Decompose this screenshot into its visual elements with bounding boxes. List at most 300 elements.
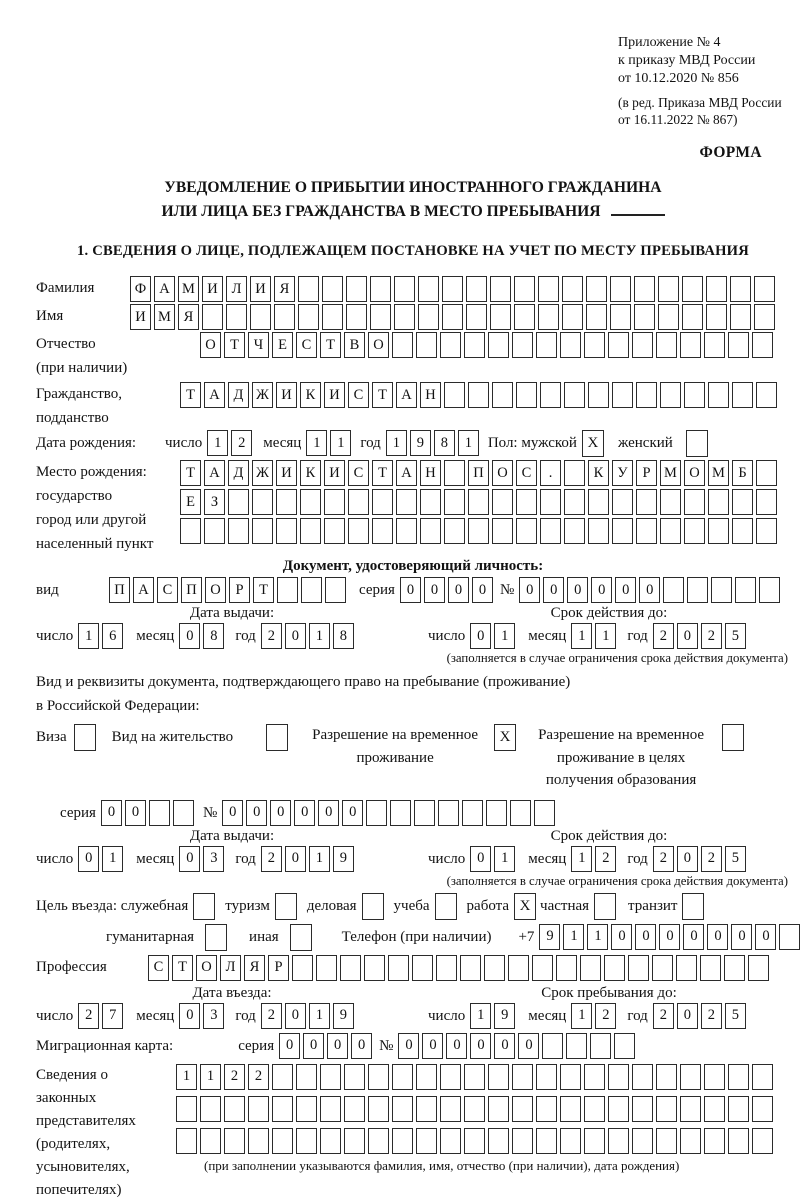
char-box: 0	[635, 924, 656, 950]
char-box	[346, 304, 367, 330]
residence-permit-label: Вид на жительство	[111, 729, 234, 746]
char-box	[704, 1128, 725, 1154]
char-box: 0	[78, 846, 99, 872]
char-box	[301, 577, 322, 603]
month-label: месяц	[528, 628, 567, 645]
char-box	[272, 1128, 293, 1154]
valid-day-boxes	[470, 623, 518, 649]
purpose-other-checkbox	[290, 924, 312, 951]
char-box: 0	[398, 1033, 419, 1059]
char-box: О	[205, 577, 226, 603]
char-box	[584, 332, 605, 358]
char-box	[464, 1096, 485, 1122]
char-box	[316, 955, 337, 981]
char-box	[608, 1128, 629, 1154]
char-box	[440, 1096, 461, 1122]
char-box: 1	[571, 846, 592, 872]
char-box: 2	[78, 1003, 99, 1029]
legal-representatives-boxes-row1	[176, 1064, 776, 1090]
char-box: 9	[410, 430, 431, 456]
char-box	[656, 1064, 677, 1090]
char-box	[464, 1064, 485, 1090]
char-box	[468, 489, 489, 515]
char-box: 5	[725, 846, 746, 872]
char-box: Р	[229, 577, 250, 603]
char-box	[512, 1128, 533, 1154]
char-box	[540, 489, 561, 515]
char-box	[248, 1128, 269, 1154]
char-box	[368, 1096, 389, 1122]
char-box	[610, 304, 631, 330]
char-box	[728, 1096, 749, 1122]
citizenship-label: Гражданство, подданство	[36, 386, 123, 427]
char-box: 0	[518, 1033, 539, 1059]
issue-year-boxes	[261, 623, 357, 649]
char-box: О	[684, 460, 705, 486]
month-label: месяц	[263, 435, 302, 452]
char-box: 1	[458, 430, 479, 456]
year-label: год	[235, 850, 256, 867]
month-label: месяц	[136, 850, 175, 867]
char-box: 0	[294, 800, 315, 826]
char-box	[368, 1128, 389, 1154]
char-box	[730, 304, 751, 330]
char-box	[636, 382, 657, 408]
char-box	[728, 332, 749, 358]
char-box	[562, 276, 583, 302]
char-box	[488, 1128, 509, 1154]
char-box: 0	[683, 924, 704, 950]
char-box	[346, 276, 367, 302]
char-box: 0	[677, 623, 698, 649]
char-box: О	[200, 332, 221, 358]
sex-label: Пол: мужской	[487, 435, 577, 452]
char-box	[510, 800, 531, 826]
char-box	[324, 489, 345, 515]
char-box	[684, 489, 705, 515]
char-box: 0	[615, 577, 636, 603]
valid-until-label: Срок действия до:	[550, 827, 668, 844]
entry-month-boxes	[179, 1003, 227, 1029]
char-box: 1	[386, 430, 407, 456]
field-purpose-extra-phone	[36, 924, 790, 951]
char-box: 0	[707, 924, 728, 950]
char-box	[320, 1064, 341, 1090]
char-box	[584, 1064, 605, 1090]
validity-note: (заполняется в случае ограничения срока действия документа)	[446, 651, 788, 666]
char-box: 0	[470, 1033, 491, 1059]
char-box	[440, 332, 461, 358]
char-box	[608, 332, 629, 358]
char-box: 2	[261, 1003, 282, 1029]
char-box: К	[300, 382, 321, 408]
char-box: 1	[309, 1003, 330, 1029]
temp-residence-checkbox: X	[494, 724, 516, 751]
year-label: год	[627, 628, 648, 645]
char-box: А	[133, 577, 154, 603]
char-box	[735, 577, 756, 603]
char-box	[368, 1064, 389, 1090]
char-box	[438, 800, 459, 826]
purpose-other-label: иная	[249, 928, 279, 945]
char-box	[462, 800, 483, 826]
char-box	[538, 276, 559, 302]
char-box	[200, 1096, 221, 1122]
char-box	[586, 276, 607, 302]
char-box	[676, 955, 697, 981]
char-box	[372, 518, 393, 544]
char-box: 5	[725, 623, 746, 649]
char-box	[276, 489, 297, 515]
char-box	[684, 382, 705, 408]
char-box	[588, 518, 609, 544]
char-box	[300, 489, 321, 515]
char-box: Е	[272, 332, 293, 358]
char-box	[490, 276, 511, 302]
temp-residence-edu-label: Разрешение на временное проживание в целях получения образования	[538, 727, 705, 789]
char-box: Я	[178, 304, 199, 330]
char-box: Я	[274, 276, 295, 302]
purpose-private-label: частная	[540, 897, 590, 914]
char-box: 8	[203, 623, 224, 649]
char-box: К	[300, 460, 321, 486]
char-box: 0	[270, 800, 291, 826]
female-label: женский	[617, 435, 673, 452]
char-box: 1	[571, 623, 592, 649]
char-box	[224, 1128, 245, 1154]
char-box	[756, 382, 777, 408]
female-checkbox	[686, 430, 708, 457]
char-box: 1	[494, 623, 515, 649]
char-box: 8	[333, 623, 354, 649]
purpose-work-label: работа	[466, 897, 510, 914]
char-box	[298, 276, 319, 302]
year-label: год	[235, 1007, 256, 1024]
char-box	[562, 304, 583, 330]
char-box	[752, 1096, 773, 1122]
char-box	[204, 518, 225, 544]
char-box	[344, 1128, 365, 1154]
char-box	[464, 1128, 485, 1154]
char-box	[704, 1064, 725, 1090]
char-box: А	[204, 460, 225, 486]
char-box	[759, 577, 780, 603]
day-label: число	[36, 1007, 74, 1024]
purpose-humanitarian-label: гуманитарная	[106, 928, 195, 945]
char-box: 1	[309, 623, 330, 649]
char-box	[325, 577, 346, 603]
phone-prefix: +7	[518, 928, 535, 945]
char-box: Я	[244, 955, 265, 981]
char-box	[536, 1096, 557, 1122]
residence-issue-day-boxes	[78, 846, 126, 872]
char-box: М	[154, 304, 175, 330]
char-box: Ж	[252, 460, 273, 486]
char-box	[440, 1064, 461, 1090]
char-box	[492, 518, 513, 544]
char-box: Л	[220, 955, 241, 981]
char-box	[412, 955, 433, 981]
char-box	[536, 332, 557, 358]
visa-checkbox	[74, 724, 96, 751]
char-box	[708, 489, 729, 515]
char-box	[706, 276, 727, 302]
char-box	[484, 955, 505, 981]
char-box: Т	[372, 460, 393, 486]
char-box	[344, 1064, 365, 1090]
birth-date-label: Дата рождения:	[36, 435, 137, 452]
char-box	[442, 276, 463, 302]
char-box	[590, 1033, 611, 1059]
residence-issue-month-boxes	[179, 846, 227, 872]
char-box: 0	[470, 846, 491, 872]
char-box	[228, 489, 249, 515]
char-box	[564, 382, 585, 408]
char-box: 0	[731, 924, 752, 950]
char-box	[366, 800, 387, 826]
char-box	[340, 955, 361, 981]
char-box	[176, 1096, 197, 1122]
char-box	[682, 304, 703, 330]
char-box: 0	[179, 623, 200, 649]
citizenship-boxes	[180, 382, 780, 408]
char-box	[466, 304, 487, 330]
char-box	[634, 276, 655, 302]
char-box	[656, 1128, 677, 1154]
char-box	[418, 276, 439, 302]
char-box: 0	[422, 1033, 443, 1059]
char-box: Т	[224, 332, 245, 358]
char-box	[322, 276, 343, 302]
year-label: год	[627, 850, 648, 867]
char-box: Н	[420, 382, 441, 408]
char-box	[536, 1064, 557, 1090]
char-box: Р	[268, 955, 289, 981]
char-box: 0	[543, 577, 564, 603]
char-box	[508, 955, 529, 981]
form-title-line2: ИЛИ ЛИЦА БЕЗ ГРАЖДАНСТВА В МЕСТО ПРЕБЫВАНИЯ	[36, 200, 790, 223]
char-box: Ф	[130, 276, 151, 302]
purpose-tourism-checkbox	[275, 893, 297, 920]
char-box: А	[396, 460, 417, 486]
form-title-line1: УВЕДОМЛЕНИЕ О ПРИБЫТИИ ИНОСТРАННОГО ГРАЖДАНИНА	[164, 179, 662, 197]
char-box: .	[540, 460, 561, 486]
char-box: 2	[595, 846, 616, 872]
char-box: 0	[639, 577, 660, 603]
char-box: 2	[653, 623, 674, 649]
revision-line: от 16.11.2022 № 867)	[618, 111, 738, 127]
char-box	[492, 382, 513, 408]
char-box	[320, 1096, 341, 1122]
char-box: 8	[434, 430, 455, 456]
char-box: 3	[203, 846, 224, 872]
appendix-line: от 10.12.2020 № 856	[618, 71, 739, 87]
char-box: 2	[653, 846, 674, 872]
char-box	[656, 1096, 677, 1122]
char-box: 0	[494, 1033, 515, 1059]
char-box	[732, 518, 753, 544]
char-box	[348, 518, 369, 544]
field-patronymic	[36, 332, 790, 380]
char-box	[516, 382, 537, 408]
char-box	[516, 518, 537, 544]
char-box	[512, 332, 533, 358]
char-box: 2	[701, 623, 722, 649]
male-checkbox: X	[582, 430, 604, 457]
field-profession	[36, 955, 790, 981]
char-box	[660, 518, 681, 544]
char-box: 0	[591, 577, 612, 603]
char-box: М	[708, 460, 729, 486]
char-box: 9	[333, 1003, 354, 1029]
char-box	[224, 1096, 245, 1122]
char-box	[300, 518, 321, 544]
patronymic-label-note: (при наличии)	[36, 360, 128, 377]
day-label: число	[36, 850, 74, 867]
char-box	[490, 304, 511, 330]
appendix-line: Приложение № 4	[618, 35, 721, 50]
char-box: 2	[261, 623, 282, 649]
series-label: серия	[60, 804, 96, 821]
char-box	[658, 304, 679, 330]
char-box	[444, 489, 465, 515]
month-label: месяц	[528, 850, 567, 867]
char-box: 1	[470, 1003, 491, 1029]
title-blank-underline	[611, 200, 665, 216]
valid-year-boxes	[653, 623, 749, 649]
residence-number-boxes	[222, 800, 558, 826]
char-box	[584, 1096, 605, 1122]
legal-representatives-label: Сведения о законных представителях (родителях, усыновителях, попечителях)	[36, 1066, 136, 1198]
char-box: 9	[333, 846, 354, 872]
char-box: П	[109, 577, 130, 603]
phone-boxes	[539, 924, 803, 950]
char-box	[488, 1064, 509, 1090]
char-box	[580, 955, 601, 981]
char-box	[252, 489, 273, 515]
char-box: Т	[180, 382, 201, 408]
char-box: 1	[563, 924, 584, 950]
char-box	[540, 382, 561, 408]
residence-issue-year-boxes	[261, 846, 357, 872]
char-box	[296, 1064, 317, 1090]
form-title	[36, 176, 790, 223]
char-box	[538, 304, 559, 330]
char-box	[250, 304, 271, 330]
migration-number-boxes	[398, 1033, 638, 1059]
char-box	[663, 577, 684, 603]
char-box	[756, 460, 777, 486]
char-box: И	[202, 276, 223, 302]
char-box	[444, 460, 465, 486]
char-box	[564, 518, 585, 544]
char-box	[364, 955, 385, 981]
char-box	[396, 489, 417, 515]
identity-doc-dates	[36, 605, 790, 666]
char-box: 0	[755, 924, 776, 950]
char-box	[704, 332, 725, 358]
legal-representatives-note: (при заполнении указываются фамилия, имя, отчество (при наличии), дата рождения)	[204, 1157, 680, 1173]
year-label: год	[627, 1007, 648, 1024]
residence-valid-month-boxes	[571, 846, 619, 872]
char-box: 7	[102, 1003, 123, 1029]
char-box	[416, 1064, 437, 1090]
field-surname	[36, 276, 790, 302]
char-box	[652, 955, 673, 981]
purpose-transit-checkbox	[682, 893, 704, 920]
birth-year-boxes	[386, 430, 482, 456]
char-box	[292, 955, 313, 981]
char-box	[344, 1096, 365, 1122]
entry-date-label: Дата въезда:	[192, 984, 272, 1001]
char-box	[632, 332, 653, 358]
char-box	[634, 304, 655, 330]
char-box	[706, 304, 727, 330]
identity-doc-heading: Документ, удостоверяющий личность:	[282, 558, 544, 575]
profession-label: Профессия	[36, 958, 107, 975]
char-box: Т	[320, 332, 341, 358]
purpose-study-checkbox	[435, 893, 457, 920]
char-box	[516, 489, 537, 515]
year-label: год	[235, 628, 256, 645]
char-box: И	[276, 382, 297, 408]
char-box	[514, 304, 535, 330]
char-box: 2	[224, 1064, 245, 1090]
char-box	[680, 1096, 701, 1122]
given-name-boxes	[130, 304, 778, 330]
stay-year-boxes	[653, 1003, 749, 1029]
char-box: 0	[285, 1003, 306, 1029]
char-box	[564, 489, 585, 515]
char-box: 2	[701, 846, 722, 872]
char-box	[488, 1096, 509, 1122]
char-box: 0	[125, 800, 146, 826]
doc-number-boxes	[519, 577, 783, 603]
day-label: число	[428, 850, 466, 867]
char-box: 1	[200, 1064, 221, 1090]
char-box: 2	[261, 846, 282, 872]
char-box	[540, 518, 561, 544]
char-box	[466, 276, 487, 302]
residence-permit-checkbox	[266, 724, 288, 751]
surname-label: Фамилия	[36, 280, 95, 297]
char-box	[724, 955, 745, 981]
year-label: год	[360, 435, 381, 452]
residence-valid-year-boxes	[653, 846, 749, 872]
char-box	[700, 955, 721, 981]
char-box	[680, 1064, 701, 1090]
char-box: Л	[226, 276, 247, 302]
char-box	[564, 460, 585, 486]
char-box	[610, 276, 631, 302]
char-box	[536, 1128, 557, 1154]
char-box	[682, 276, 703, 302]
char-box	[687, 577, 708, 603]
char-box: С	[148, 955, 169, 981]
char-box: 1	[494, 846, 515, 872]
char-box	[277, 577, 298, 603]
series-label: серия	[238, 1037, 275, 1054]
char-box	[396, 518, 417, 544]
char-box	[176, 1128, 197, 1154]
char-box: П	[468, 460, 489, 486]
char-box	[614, 1033, 635, 1059]
char-box	[460, 955, 481, 981]
char-box	[608, 1096, 629, 1122]
char-box: 1	[595, 623, 616, 649]
legal-representatives-boxes-row3	[176, 1128, 776, 1154]
char-box	[442, 304, 463, 330]
